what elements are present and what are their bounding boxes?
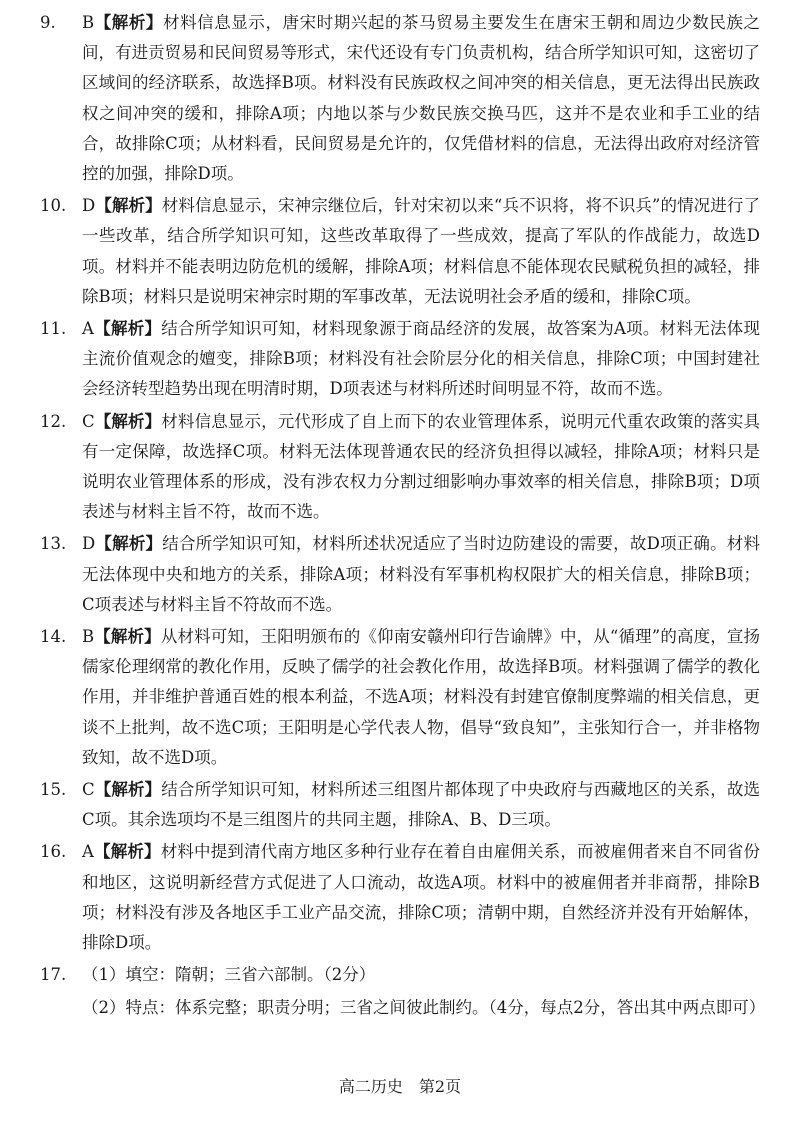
analysis-tag: 【解析】 xyxy=(95,196,162,216)
analysis-text: 材料信息显示，唐宋时期兴起的茶马贸易主要发生在唐宋王朝和周边少数民族之间，有进贡贸易和民间贸易等形式，宋代还设有专门负责机构，结合所学知识可知，这密切了区域间的经济联系，故选择B项。材料没有民族政权之间冲突的相关信息，更无法得出民族政权之间冲突的缓和，排除A项；内地以茶与少数民族交换马匹，这并不是农业和手工业的结合，故排除C项；从材料看，民间贸易是允许的，仅凭借材料的信息，无法得出政府对经济管控的加强，排除D项。 xyxy=(82,13,761,184)
question-number: 17. xyxy=(40,965,67,985)
analysis-text: 结合所学知识可知，材料现象源于商品经济的发展，故答案为A项。材料无法体现主流价值观念的嬗变，排除B项；材料没有社会阶层分化的相关信息，排除C项；中国封建社会经济转型趋势出现在明清时期，D项表述与材料所述时间明显不符，故而不选。 xyxy=(82,319,761,399)
page-footer: 高二历史 第2页 xyxy=(338,1077,462,1096)
analysis-text: 材料信息显示，元代形成了自上而下的农业管理体系，说明元代重农政策的落实具有一定保障，故选择C项。材料无法体现普通农民的经济负担得以减轻，排除A项；材料只是说明农业管理体系的形成，没有涉农权力分割过细影响办事效率的相关信息，排除B项；D项表述与材料主旨不符，故而不选。 xyxy=(82,411,760,522)
answer-letter: A xyxy=(82,842,94,862)
question-number: 9. xyxy=(40,13,56,32)
answer-item-13 xyxy=(40,529,760,620)
answer-letter: D xyxy=(82,196,96,216)
analysis-tag: 【解析】 xyxy=(93,319,162,339)
answer-item-15 xyxy=(40,775,760,835)
answer-letter: B xyxy=(82,627,95,647)
analysis-tag: 【解析】 xyxy=(94,411,162,431)
answer-item-10 xyxy=(40,191,760,312)
answer-item-12 xyxy=(40,407,760,528)
analysis-text: 结合所学知识可知，材料所述三组图片都体现了中央政府与西藏地区的关系，故选C项。其余选项均不是三组图片的共同主题，排除A、B、D三项。 xyxy=(82,780,760,830)
answer-letter: D xyxy=(82,534,96,554)
analysis-tag: 【解析】 xyxy=(94,780,162,800)
answer-letter: C xyxy=(82,411,95,431)
analysis-tag: 【解析】 xyxy=(94,13,164,32)
question-number: 10. xyxy=(40,196,67,216)
question-number: 14. xyxy=(40,627,67,647)
question-number: 15. xyxy=(40,780,67,800)
answer-item-16 xyxy=(40,837,760,958)
answer-item-11 xyxy=(40,314,760,405)
analysis-text: 材料信息显示，宋神宗继位后，针对宋初以来“兵不识将，将不识兵”的情况进行了一些改革，结合所学知识可知，这些改革取得了一些成效，提高了军队的作战能力，故选D项。材料并不能表明边防危机的缓解，排除A项；材料信息不能体现农民赋税负担的减轻，排除B项；材料只是说明宋神宗时期的军事改革，无法说明社会矛盾的缓和，排除C项。 xyxy=(82,196,761,306)
analysis-text: 材料中提到清代南方地区多种行业存在着自由雇佣关系，而被雇佣者来自不同省份和地区，这说明新经营方式促进了人口流动，故选A项。材料中的被雇佣者并非商帮，排除B项；材料没有涉及各地区手工业产品交流，排除C项；清朝中期，自然经济并没有开始解体，排除D项。 xyxy=(82,842,761,953)
q17-part-2: （2）特点：体系完整；职责分明；三省之间彼此制约。（4分，每点2分，答出其中两点即可） xyxy=(82,997,766,1017)
answer-item-9 xyxy=(40,8,760,189)
question-number: 16. xyxy=(40,842,67,862)
answer-item-14 xyxy=(40,622,760,773)
question-number: 11. xyxy=(40,319,67,339)
answer-letter: B xyxy=(82,13,95,32)
analysis-tag: 【解析】 xyxy=(95,534,163,554)
analysis-tag: 【解析】 xyxy=(94,627,161,647)
answer-letter: A xyxy=(82,319,94,339)
question-number: 13. xyxy=(40,534,67,554)
analysis-text: 从材料可知，王阳明颁布的《仰南安赣州印行告谕牌》中，从“循理”的高度，宣扬儒家伦理纲常的教化作用，反映了儒学的社会教化作用，故选择B项。材料强调了儒学的教化作用，并非维护普通百姓的根本利益，不选A项；材料没有封建官僚制度弊端的相关信息，更谈不上批判，故不选C项；王阳明是心学代表人物，倡导“致良知”，主张知行合一，并非格物致知，故不选D项。 xyxy=(82,627,760,767)
answer-list xyxy=(40,8,766,1023)
q17-part-1: （1）填空：隋朝；三省六部制。（2分） xyxy=(82,965,376,985)
question-number: 12. xyxy=(40,411,67,431)
answer-letter: C xyxy=(82,780,95,800)
analysis-text: 结合所学知识可知，材料所述状况适应了当时边防建设的需要，故D项正确。材料无法体现中央和地方的关系，排除A项；材料没有军事机构权限扩大的相关信息，排除B项；C项表述与材料主旨不符故而不选。 xyxy=(82,534,761,614)
answer-item-17 xyxy=(40,960,760,990)
analysis-tag: 【解析】 xyxy=(93,842,161,862)
